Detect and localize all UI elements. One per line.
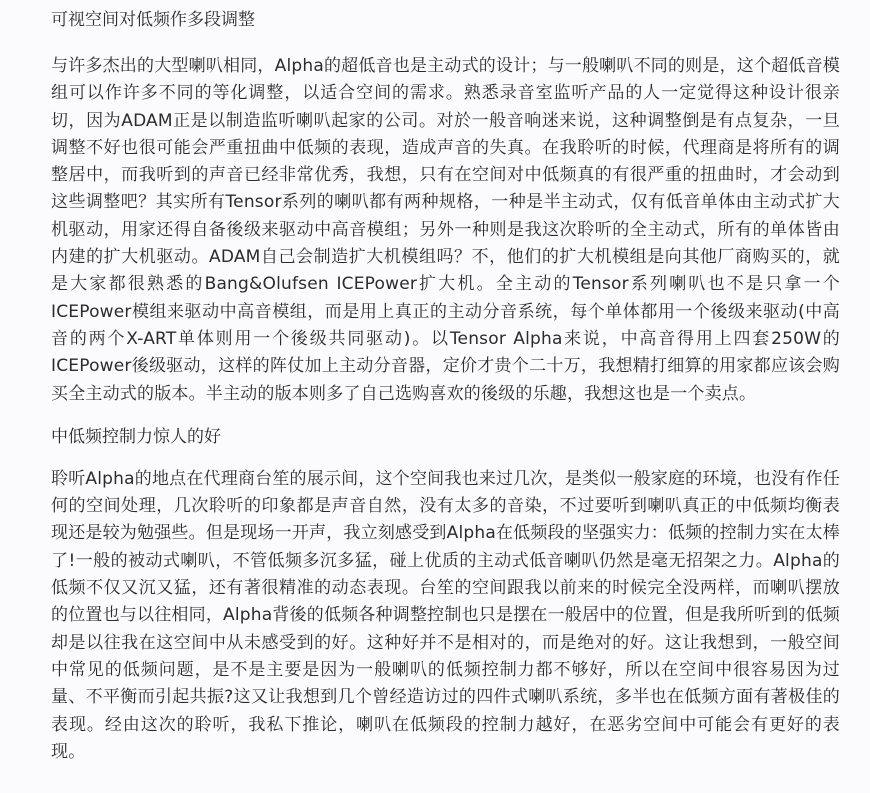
section-paragraph-bass-control: 聆听Alpha的地点在代理商台笙的展示间，这个空间我也来过几次，是类似一般家庭的环境，也没有作任何的空间处理，几次聆听的印象都是声音自然，没有太多的音染，不过要听到喇叭真正的中低频均衡表现还是较为勉强些。但是现场一开声，我立刻感受到Alpha在低频段的坚强实力：低频的控制力实在太棒了!一般的被动式喇叭，不管低频多沉多猛，碰上优质的主动式低音喇叭仍然是毫无招架之力。Alpha的低频不仅又沉又猛，还有著很精准的动态表现。台笙的空间跟我以前来的时候完全没两样，而喇叭摆放的位置也与以往相同，Alpha背後的低频各种调整控制也只是摆在一般居中的位置，但是我所听到的低频却是以往我在这空间中从未感受到的好。这种好并不是相对的，而是绝对的好。这让我想到，一般空间中常见的低频问题，是不是主要是因为一般喇叭的低频控制力都不够好，所以在空间中很容易因为过量、不平衡而引起共振?这又让我想到几个曾经造访过的四件式喇叭系统，多半也在低频方面有著极佳的表现。经由这次的聆听，我私下推论，喇叭在低频段的控制力越好，在恶劣空间中可能会有更好的表现。 <box>51 468 840 762</box>
section-paragraph-equalization: 与许多杰出的大型喇叭相同，Alpha的超低音也是主动式的设计；与一般喇叭不同的则是，这个超低音模组可以作许多不同的等化调整，以适合空间的需求。熟悉录音室监听产品的人一定觉得这种设计很亲切，因为ADAM正是以制造监听喇叭起家的公司。对於一般音响迷来说，这种调整倒是有点复杂，一旦调整不好也很可能会严重扭曲中低频的表现，造成声音的失真。在我聆听的时候，代理商是将所有的调整居中，而我听到的声音已经非常优秀，我想，只有在空间对中低频真的有很严重的扭曲时，才会动到这些调整吧？其实所有Tensor系列的喇叭都有两种规格，一种是半主动式，仅有低音单体由主动式扩大机驱动，用家还得自备後级来驱动中高音模组；另外一种则是我这次聆听的全主动式，所有的单体皆由内建的扩大机驱动。ADAM自己会制造扩大机模组吗？不，他们的扩大机模组是向其他厂商购买的，就是大家都很熟悉的Bang&Olufsen ICEPower扩大机。全主动的Tensor系列喇叭也不是只拿一个ICEPower模组来驱动中高音模组，而是用上真正的主动分音系统，每个单体都用一个後级来驱动(中高音的两个X-ART单体则用一个後级共同驱动)。以Tensor Alpha来说，中高音得用上四套250W的ICEPower後级驱动，这样的阵仗加上主动分音器，定价才贵个二十万，我想精打细算的用家都应该会购买全主动式的版本。半主动的版本则多了自己选购喜欢的後级的乐趣，我想这也是一个卖点。 <box>51 56 840 404</box>
section-heading-equalization: 可视空间对低频作多段调整 <box>51 10 255 30</box>
section-heading-bass-control: 中低频控制力惊人的好 <box>51 426 221 447</box>
